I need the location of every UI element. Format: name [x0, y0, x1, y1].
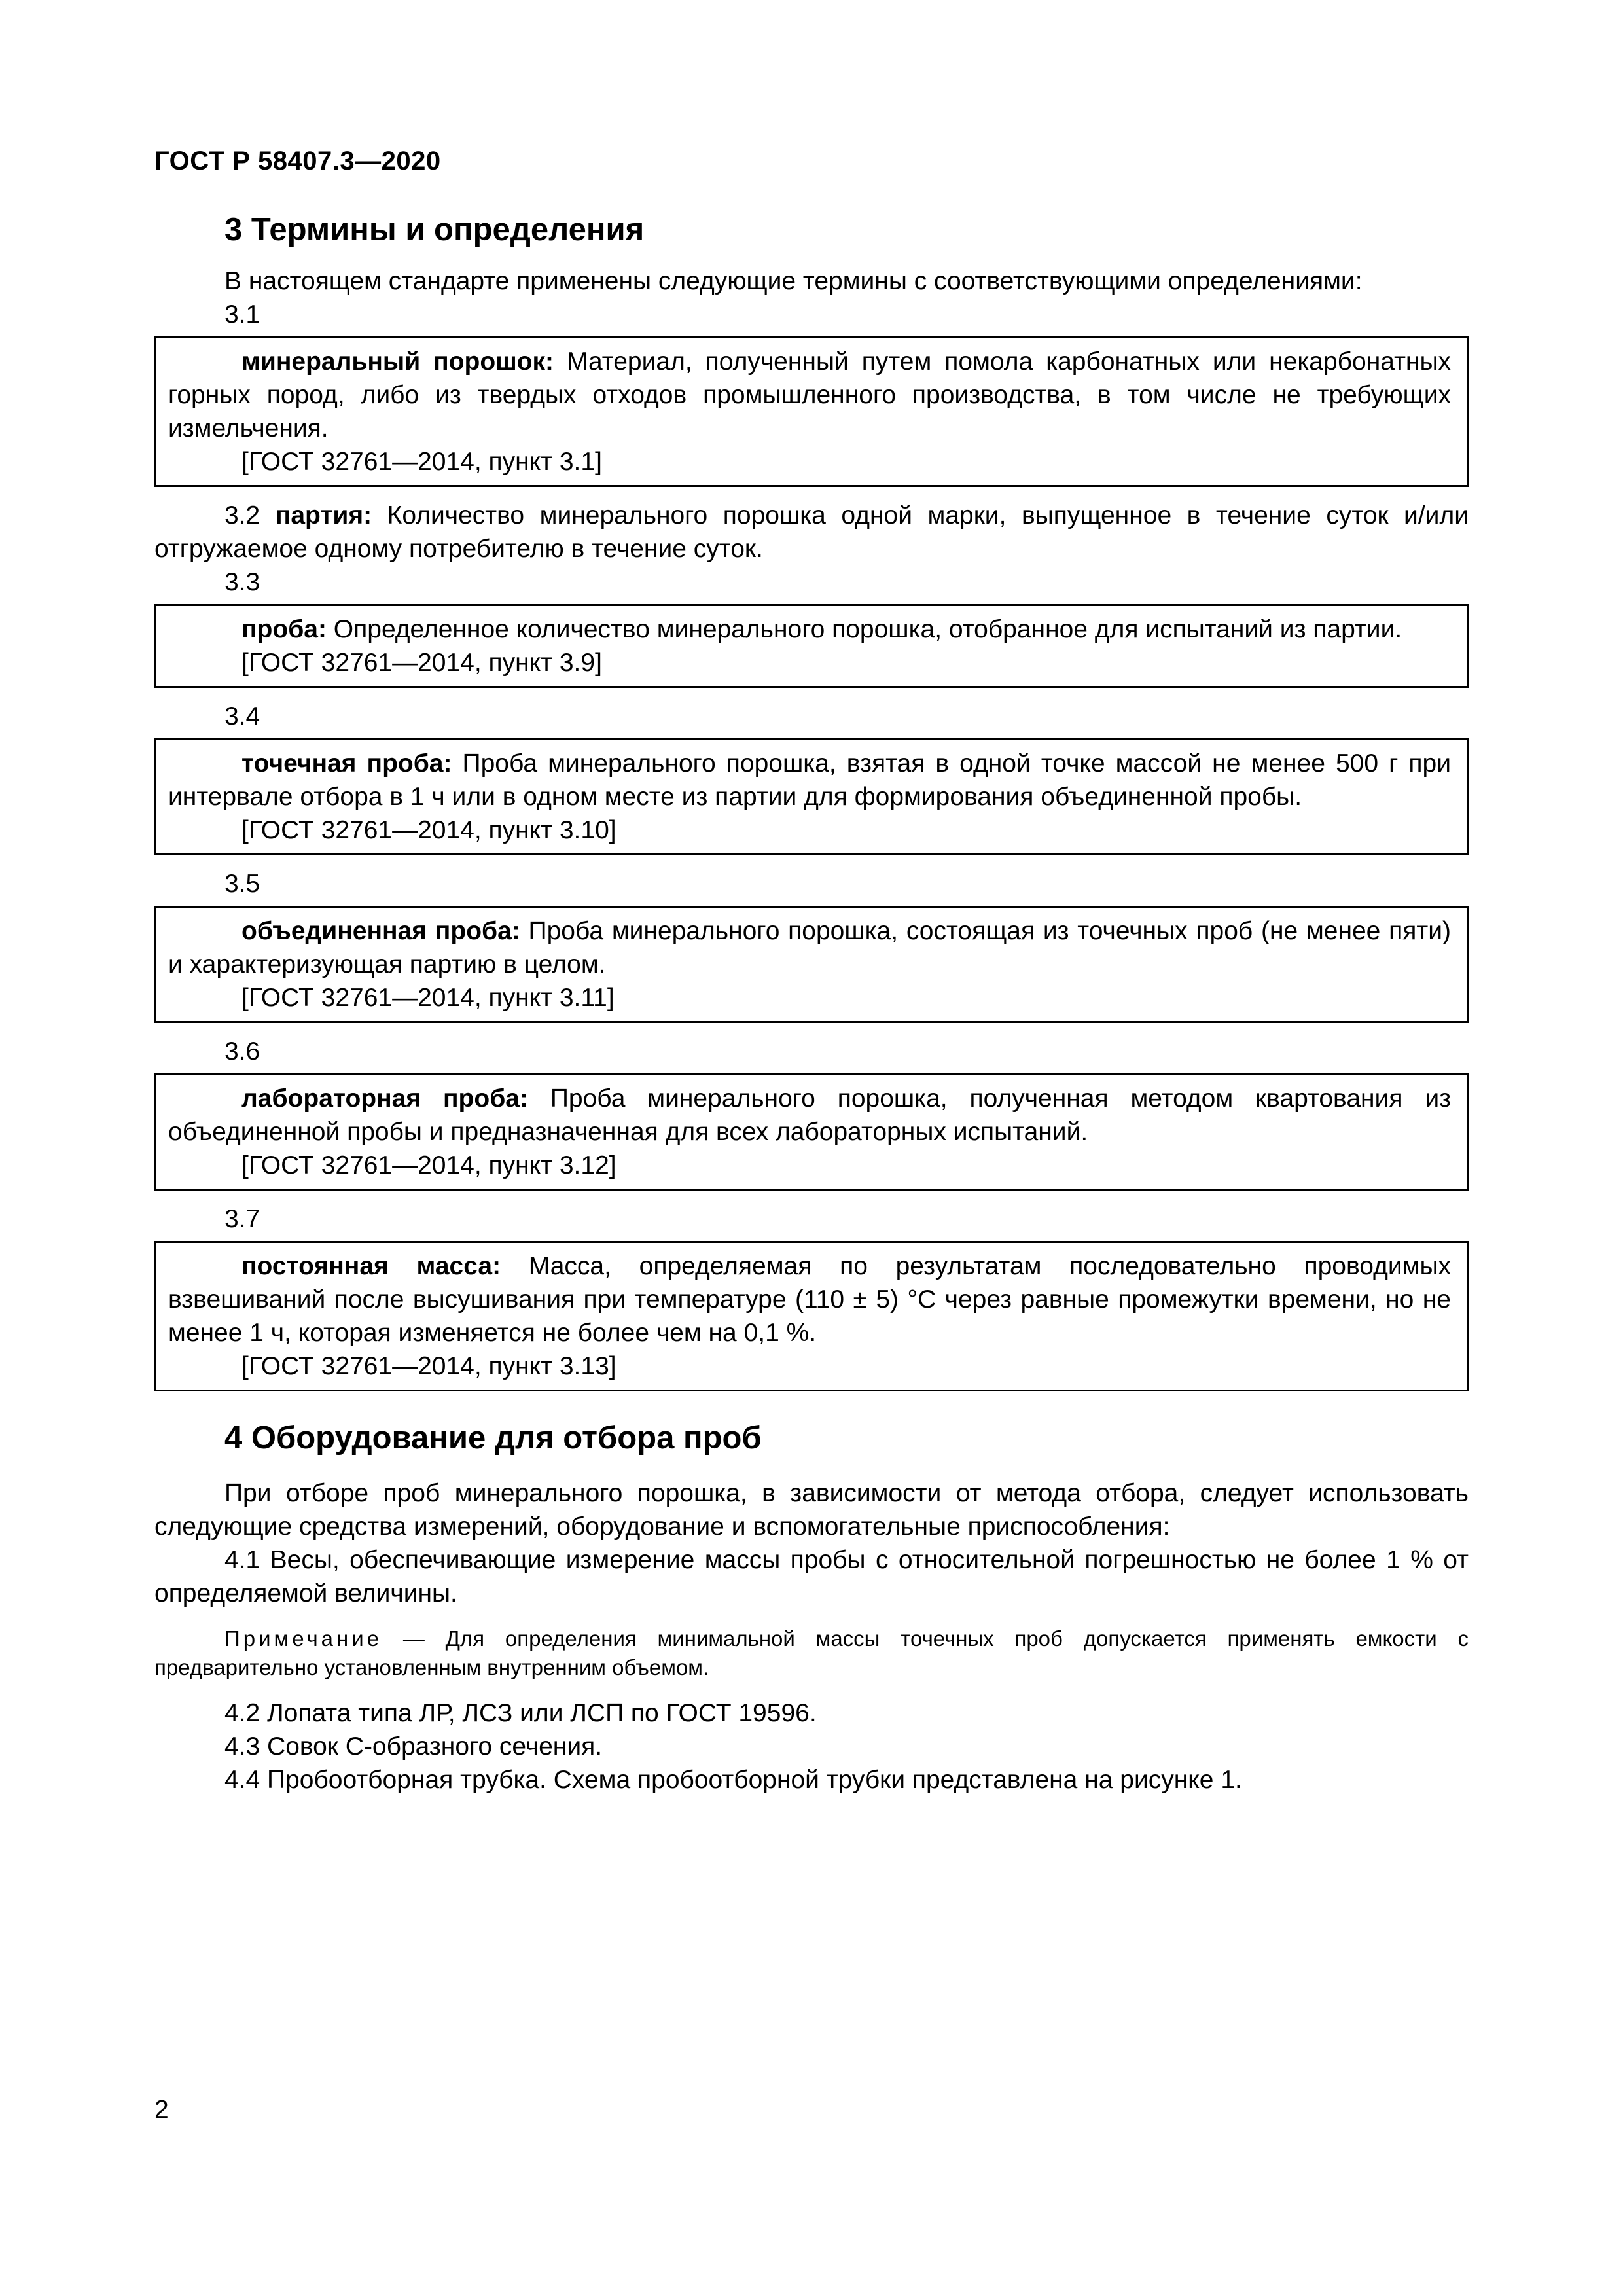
term-3-2-name: партия:: [275, 501, 372, 529]
item-4-3: 4.3 Совок С-образного сечения.: [224, 1732, 603, 1761]
term-box-3-5: [154, 906, 1469, 1023]
term-3-3-number: 3.3: [224, 568, 260, 596]
term-3-7-text: Масса, определяемая по результатам последовательно проводимых взвешиваний после высушивания при температуре (110 ± 5) °С через равные промежутки времени, но не менее 1 ч, которая изменяется не более чем на 0,1 %.: [168, 1252, 1451, 1347]
item-4-1: 4.1 Весы, обеспечивающие измерение массы пробы с относительной погрешностью не более 1 % от определяемой величины.: [154, 1546, 1469, 1607]
term-3-1-definition: [168, 345, 1451, 445]
term-3-7-source: [ГОСТ 32761—2014, пункт 3.13]: [241, 1352, 616, 1380]
item-4-2: 4.2 Лопата типа ЛР, ЛСЗ или ЛСП по ГОСТ 19596.: [224, 1699, 817, 1727]
note-label: Примечание: [224, 1626, 383, 1651]
term-3-5-number: 3.5: [224, 870, 260, 898]
term-3-3-source: [ГОСТ 32761—2014, пункт 3.9]: [241, 649, 602, 677]
item-4-4: 4.4 Пробоотборная трубка. Схема пробоотборной трубки представлена на рисунке 1.: [224, 1766, 1242, 1794]
section-3-intro: В настоящем стандарте применены следующие термины с соответствующими определениями:: [224, 267, 1363, 295]
term-3-2-text: Количество минерального порошка одной марки, выпущенное в течение суток и/или отгружаемое одному потребителю в течение суток.: [154, 501, 1469, 563]
term-3-4-number: 3.4: [224, 702, 260, 730]
term-3-4-text: Проба минерального порошка, взятая в одной точке массой не менее 500 г при интервале отбора в 1 ч или в одном месте из партии для формирования объединенной пробы.: [168, 749, 1451, 811]
note-4-1: [154, 1624, 1469, 1682]
term-3-5-source: [ГОСТ 32761—2014, пункт 3.11]: [241, 984, 615, 1012]
section-4-title: 4 Оборудование для отбора проб: [224, 1420, 762, 1456]
section-3-title: 3 Термины и определения: [224, 212, 645, 247]
term-3-1-number: 3.1: [224, 300, 260, 329]
term-3-7-number: 3.7: [224, 1205, 260, 1233]
term-3-1-name: минеральный порошок:: [241, 348, 554, 376]
term-3-4-name: точечная проба:: [241, 749, 452, 778]
term-3-6-name: лабораторная проба:: [241, 1085, 528, 1113]
term-3-5-definition: [168, 914, 1451, 981]
term-3-6-source: [ГОСТ 32761—2014, пункт 3.12]: [241, 1151, 616, 1179]
term-box-3-6: [154, 1073, 1469, 1191]
page-content: [154, 209, 1469, 1797]
term-3-2-number: 3.2: [224, 501, 276, 529]
term-3-5-text: Проба минерального порошка, состоящая из точечных проб (не менее пяти) и характеризующая партию в целом.: [168, 917, 1451, 978]
term-3-3-definition: [168, 613, 1451, 646]
term-3-6-number: 3.6: [224, 1037, 260, 1066]
section-4-intro: При отборе проб минерального порошка, в зависимости от метода отбора, следует использовать следующие средства измерений, оборудование и вспомогательные приспособления:: [154, 1479, 1469, 1541]
term-3-2-paragraph: [154, 499, 1469, 565]
page-number: 2: [154, 2096, 169, 2124]
term-3-3-name: проба:: [241, 615, 327, 643]
term-3-7-name: постоянная масса:: [241, 1252, 501, 1280]
term-3-4-definition: [168, 747, 1451, 814]
term-3-1-text: Материал, полученный путем помола карбонатных или некарбонатных горных пород, либо из твердых отходов промышленного производства, в том числе не требующих измельчения.: [168, 348, 1451, 442]
term-box-3-1: [154, 336, 1469, 487]
term-3-6-text: Проба минерального порошка, полученная методом квартования из объединенной пробы и предназначенная для всех лабораторных испытаний.: [168, 1085, 1451, 1146]
term-3-6-definition: [168, 1082, 1451, 1149]
term-box-3-7: [154, 1241, 1469, 1391]
standard-code-header: ГОСТ Р 58407.3—2020: [154, 147, 441, 175]
term-3-5-name: объединенная проба:: [241, 917, 520, 945]
term-3-4-source: [ГОСТ 32761—2014, пункт 3.10]: [241, 816, 616, 844]
term-3-1-source: [ГОСТ 32761—2014, пункт 3.1]: [241, 448, 602, 476]
term-3-7-definition: [168, 1249, 1451, 1350]
note-text: — Для определения минимальной массы точечных проб допускается применять емкости с предварительно установленным внутренним объемом.: [154, 1626, 1469, 1679]
term-box-3-4: [154, 738, 1469, 855]
term-3-3-text: Определенное количество минерального порошка, отобранное для испытаний из партии.: [326, 615, 1402, 643]
term-box-3-3: [154, 604, 1469, 688]
